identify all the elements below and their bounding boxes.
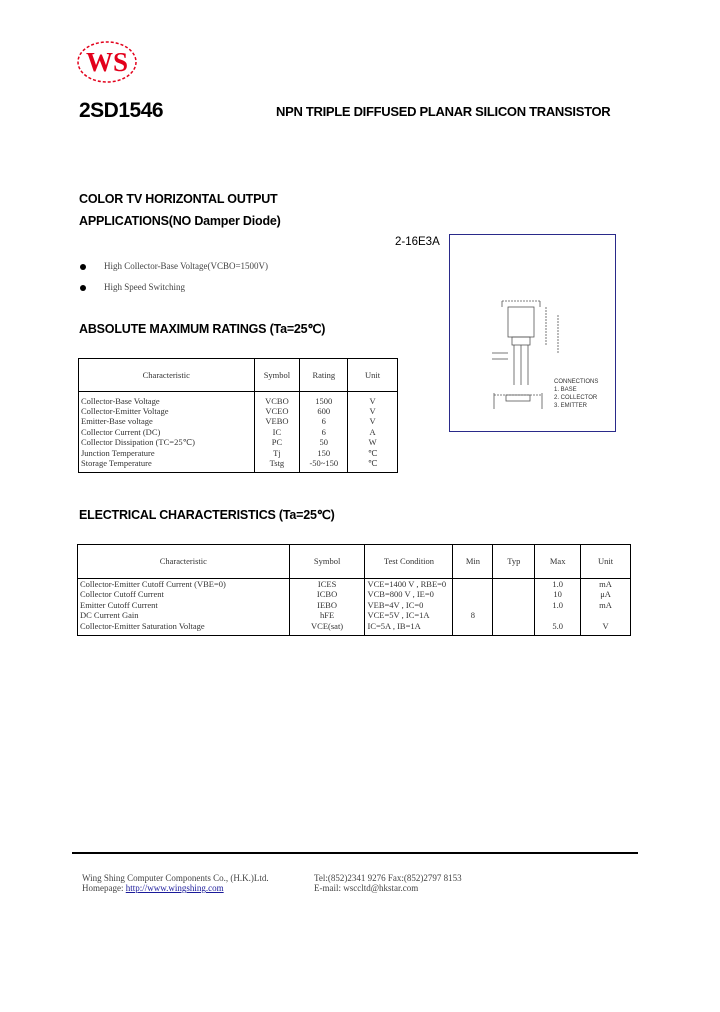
bullet-icon (80, 264, 86, 270)
table-row: Collector-Base Voltage VCBO 1500 V (79, 396, 398, 406)
package-outline-drawing (449, 234, 616, 432)
device-description: NPN TRIPLE DIFFUSED PLANAR SILICON TRANSISTOR (276, 104, 611, 119)
footer-email: E-mail: wsccltd@hkstar.com (314, 883, 419, 893)
table-row: Collector-Emitter Voltage VCEO 600 V (79, 406, 398, 416)
pins-title: CONNECTIONS (554, 379, 599, 385)
abs-max-table (78, 358, 398, 473)
column-header: Rating (300, 359, 348, 392)
package-diagram (450, 235, 615, 431)
table-row: Collector Dissipation (TC=25℃) PC 50 W (79, 437, 398, 447)
table-row: Emitter Cutoff Current IEBO VEB=4V , IC=0 1.0 mA (78, 600, 631, 610)
column-header: Typ (493, 545, 535, 579)
footer-divider (72, 852, 638, 854)
table-row: Collector Cutoff Current ICBO VCB=800 V , IE=0 10 μA (78, 589, 631, 599)
footer-tel-fax: Tel:(852)2341 9276 Fax:(852)2797 8153 (314, 873, 462, 883)
pin-2-label: 2. COLLECTOR (554, 395, 598, 401)
column-header: Characteristic (79, 359, 255, 392)
application-title: COLOR TV HORIZONTAL OUTPUT (79, 192, 278, 206)
homepage-link[interactable]: http://www.wingshing.com (125, 883, 224, 893)
column-header: Max (535, 545, 581, 579)
column-header: Symbol (254, 359, 300, 392)
footer-company: Wing Shing Computer Components Co., (H.K.)Ltd. (82, 873, 269, 883)
table-row: DC Current Gain hFE VCE=5V , IC=1A 8 (78, 610, 631, 620)
table-row: Collector-Emitter Saturation Voltage VCE(sat) IC=5A , IB=1A 5.0 V (78, 621, 631, 636)
table-row: Storage Temperature Tstg -50~150 ℃ (79, 458, 398, 473)
electrical-title: ELECTRICAL CHARACTERISTICS (Ta=25℃) (79, 508, 335, 522)
email-address: wsccltd@hkstar.com (343, 883, 419, 893)
pin-1-label: 1. BASE (554, 387, 577, 393)
table-row: Collector-Emitter Cutoff Current (VBE=0) ICES VCE=1400 V , RBE=0 1.0 mA (78, 579, 631, 590)
package-label: 2-16E3A (395, 236, 440, 248)
column-header: Characteristic (78, 545, 290, 579)
part-number: 2SD1546 (79, 99, 164, 122)
feature-item: High Collector-Base Voltage(VCBO=1500V) (80, 261, 268, 271)
application-subtitle: APPLICATIONS(NO Damper Diode) (79, 214, 281, 228)
footer-homepage: Homepage: http://www.wingshing.com (82, 883, 224, 893)
column-header: Test Condition (365, 545, 453, 579)
table-row: Collector Current (DC) IC 6 A (79, 427, 398, 437)
column-header: Min (453, 545, 493, 579)
pin-3-label: 3. EMITTER (554, 403, 588, 409)
table-row: Junction Temperature Tj 150 ℃ (79, 448, 398, 458)
bullet-icon (80, 285, 86, 291)
table-header-row (78, 545, 631, 579)
column-header: Unit (348, 359, 398, 392)
electrical-table (77, 544, 631, 636)
svg-text:WS: WS (85, 47, 129, 77)
company-logo (76, 40, 138, 84)
column-header: Unit (581, 545, 631, 579)
column-header: Symbol (289, 545, 365, 579)
abs-max-title: ABSOLUTE MAXIMUM RATINGS (Ta=25℃) (79, 322, 326, 336)
table-header-row (79, 359, 398, 392)
table-row: Emitter-Base voltage VEBO 6 V (79, 416, 398, 426)
feature-item: High Speed Switching (80, 282, 185, 292)
